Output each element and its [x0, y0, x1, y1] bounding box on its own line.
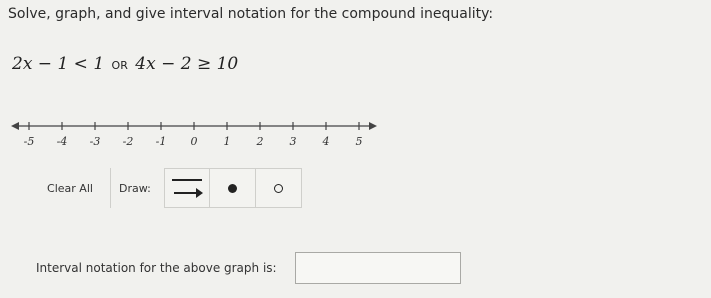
number-line-right-arrow — [369, 122, 377, 130]
number-line-tick-label: 5 — [355, 135, 363, 148]
number-line-left-arrow — [11, 122, 19, 130]
number-line-tick-label: 3 — [289, 135, 297, 148]
open-dot-icon — [274, 184, 283, 193]
inequality-right: 4x − 2 ≥ 10 — [135, 54, 239, 74]
number-line-tick-label: 1 — [223, 135, 231, 148]
number-line-tick-label: -3 — [89, 135, 101, 148]
number-line-tick-label: 0 — [190, 135, 198, 148]
number-line[interactable] — [0, 110, 380, 160]
closed-dot-icon — [228, 184, 237, 193]
clear-all-button[interactable]: Clear All — [47, 181, 93, 195]
number-line-tick-label: 4 — [322, 135, 330, 148]
number-line-tick-label: -2 — [122, 135, 134, 148]
closed-dot-tool-button[interactable] — [210, 168, 256, 208]
number-line-tick-label: -1 — [155, 135, 167, 148]
draw-label: Draw: — [110, 168, 164, 208]
number-line-tick-label: -5 — [23, 135, 35, 148]
ray-arrow-icon — [170, 177, 204, 199]
inequality-left: 2x − 1 < 1 — [12, 54, 105, 74]
ray-tool-button[interactable] — [164, 168, 210, 208]
open-dot-tool-button[interactable] — [256, 168, 302, 208]
interval-notation-input[interactable] — [295, 252, 461, 284]
compound-inequality — [12, 54, 238, 74]
or-connector: OR — [111, 59, 128, 72]
number-line-tick-label: -4 — [56, 135, 68, 148]
question-prompt: Solve, graph, and give interval notation for the compound inequality: — [8, 6, 494, 22]
answer-row — [36, 252, 461, 284]
number-line-tick-label: 2 — [256, 135, 264, 148]
answer-label: Interval notation for the above graph is: — [36, 261, 277, 275]
graph-controls — [30, 168, 302, 208]
